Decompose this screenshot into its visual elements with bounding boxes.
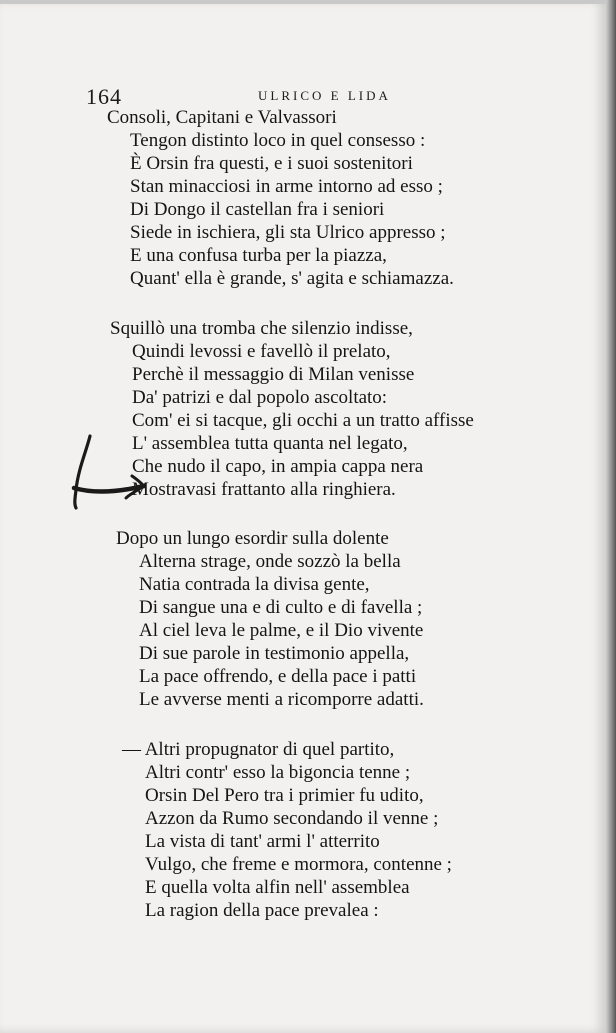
verse-line: Squillò una tromba che silenzio indisse,	[110, 318, 413, 339]
handwritten-bracket-mark	[68, 432, 148, 514]
running-title: ULRICO E LIDA	[258, 88, 391, 103]
top-scan-edge	[0, 0, 606, 4]
verse-line: Stan minacciosi in arme intorno ad esso ;	[130, 176, 443, 197]
verse-line: Mostravasi frattanto alla ringhiera.	[132, 479, 396, 500]
verse-line: La vista di tant' armi l' atterrito	[145, 831, 380, 852]
verse-line: Vulgo, che freme e mormora, contenne ;	[145, 854, 452, 875]
verse-line: — Altri propugnator di quel partito,	[122, 739, 395, 760]
verse-line: La pace offrendo, e della pace i patti	[139, 666, 417, 687]
verse-line: L' assemblea tutta quanta nel legato,	[132, 433, 408, 454]
verse-line: Altri contr' esso la bigoncia tenne ;	[145, 762, 411, 783]
verse-line: È Orsin fra questi, e i suoi sostenitori	[130, 153, 413, 174]
verse-line: Le avverse menti a ricomporre adatti.	[139, 689, 424, 710]
page-header	[0, 84, 606, 109]
scan-page-edge	[606, 0, 616, 1033]
verse-line: Azzon da Rumo secondando il venne ;	[145, 808, 439, 829]
verse-line: Consoli, Capitani e Valvassori	[107, 107, 337, 128]
verse-line: Com' ei si tacque, gli occhi a un tratto affisse	[132, 410, 474, 431]
verse-line: Quindi levossi e favellò il prelato,	[132, 341, 391, 362]
verse-line: Dopo un lungo esordir sulla dolente	[116, 528, 389, 549]
verse-line: Perchè il messaggio di Milan venisse	[132, 364, 415, 385]
verse-line: E quella volta alfin nell' assemblea	[145, 877, 410, 898]
verse-line: Di sangue una e di culto e di favella ;	[139, 597, 423, 618]
verse-line: Quant' ella è grande, s' agita e schiamazza.	[130, 268, 454, 289]
verse-line: E una confusa turba per la piazza,	[130, 245, 387, 266]
verse-line: Natia contrada la divisa gente,	[139, 574, 370, 595]
verse-line: Di Dongo il castellan fra i seniori	[130, 199, 385, 220]
verse-line: Da' patrizi e dal popolo ascoltato:	[132, 387, 388, 408]
verse-line: Orsin Del Pero tra i primier fu udito,	[145, 785, 424, 806]
verse-line: La ragion della pace prevalea :	[145, 900, 379, 921]
verse-line: Tengon distinto loco in quel consesso :	[130, 130, 426, 151]
verse-line: Alterna strage, onde sozzò la bella	[139, 551, 401, 572]
verse-line: Siede in ischiera, gli sta Ulrico appresso ;	[130, 222, 446, 243]
verse-line: Che nudo il capo, in ampia cappa nera	[132, 456, 424, 477]
verse-line: Al ciel leva le palme, e il Dio vivente	[139, 620, 424, 641]
page-number: 164	[86, 84, 122, 109]
verse-line: Di sue parole in testimonio appella,	[139, 643, 410, 664]
